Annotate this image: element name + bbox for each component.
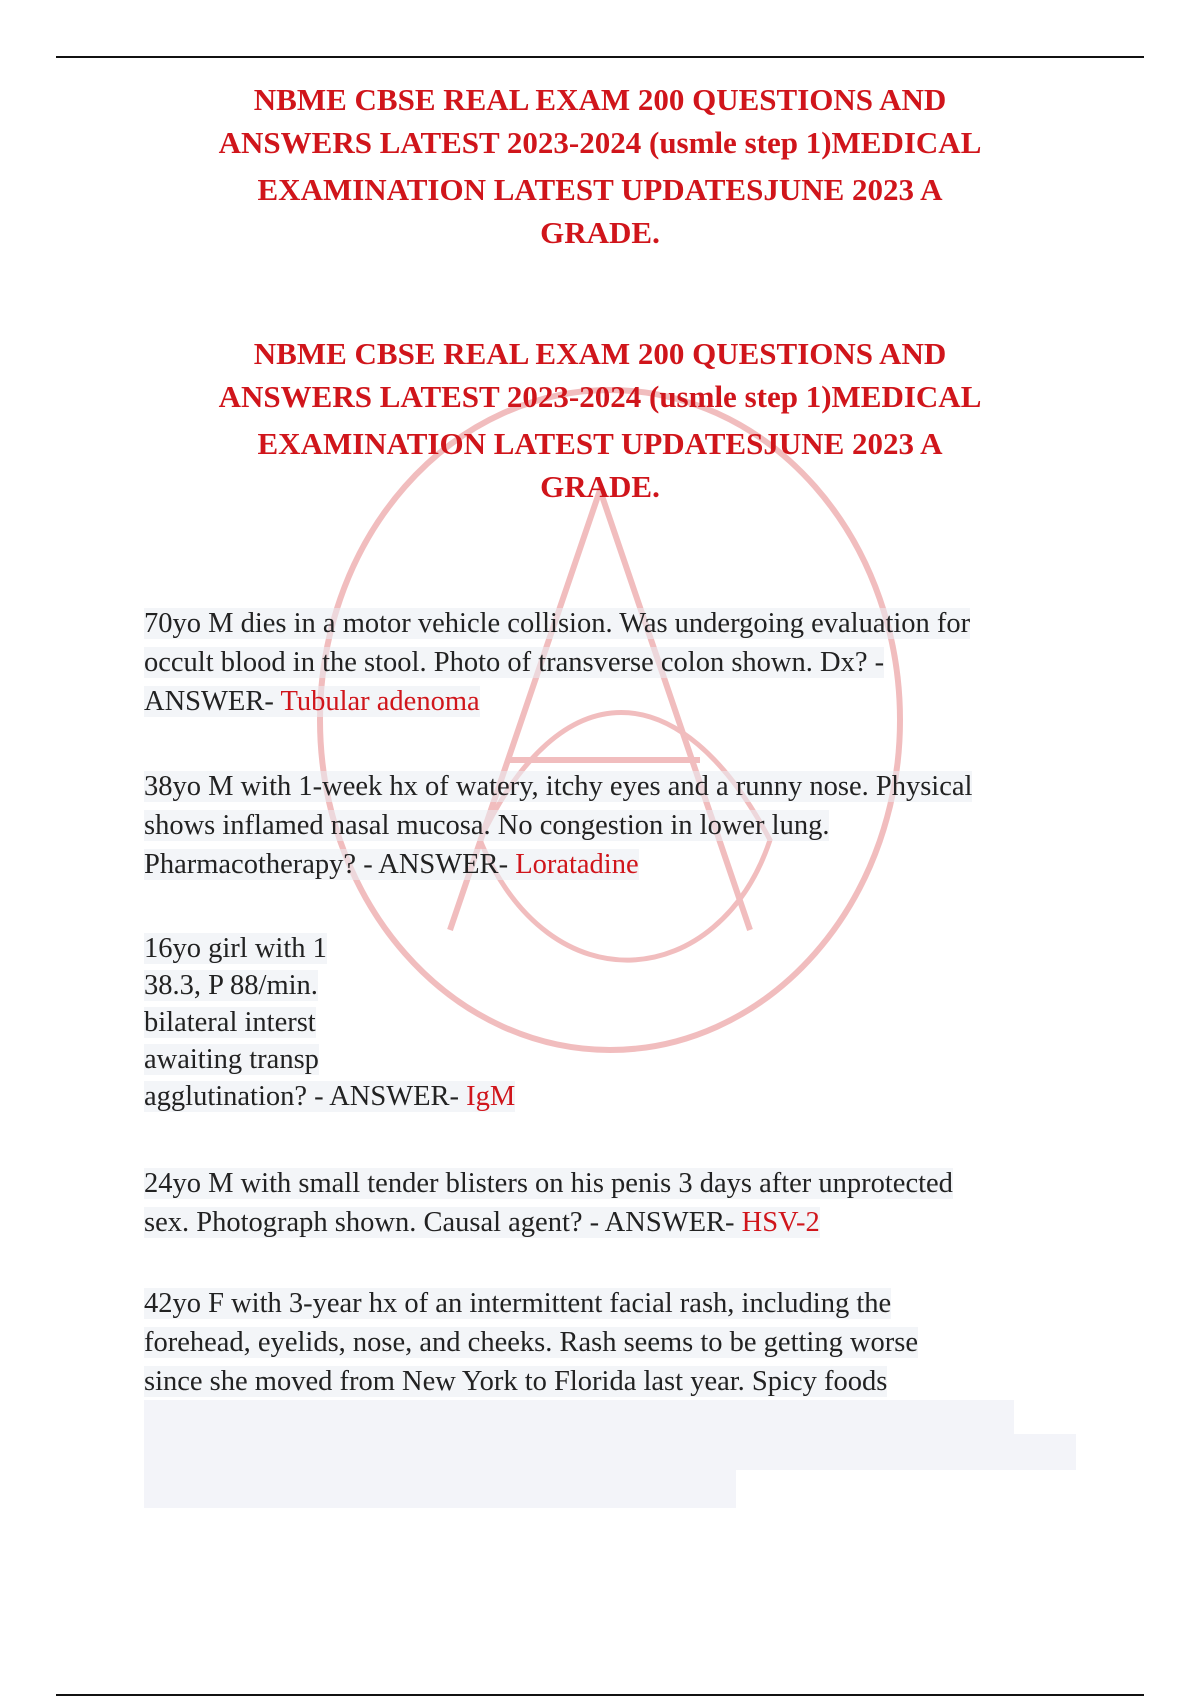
question-text: 38yo M with 1-week hx of watery, itchy eyes and a runny nose. Physical bbox=[144, 771, 973, 802]
question-block-5 bbox=[144, 1284, 1084, 1401]
blurred-text-block bbox=[144, 1400, 1014, 1434]
answer-prefix: sex. Photograph shown. Causal agent? - ANSWER- bbox=[144, 1207, 742, 1238]
question-text: forehead, eyelids, nose, and cheeks. Rash seems to be getting worse bbox=[144, 1327, 919, 1358]
title-line: EXAMINATION LATEST UPDATESJUNE 2023 A bbox=[257, 426, 943, 461]
title-line: GRADE. bbox=[540, 469, 660, 504]
answer-text: Tubular adenoma bbox=[280, 686, 480, 717]
answer-prefix: Pharmacotherapy? - ANSWER- bbox=[144, 849, 516, 880]
document-title-repeat bbox=[150, 332, 1050, 508]
blurred-text-block bbox=[144, 1470, 736, 1508]
answer-prefix: agglutination? - ANSWER- bbox=[144, 1081, 467, 1112]
question-text: 70yo M dies in a motor vehicle collision. Was undergoing evaluation for bbox=[144, 608, 971, 639]
title-line: GRADE. bbox=[540, 215, 660, 250]
question-block-4 bbox=[144, 1164, 1084, 1242]
title-line: EXAMINATION LATEST UPDATESJUNE 2023 A bbox=[257, 172, 943, 207]
question-text: awaiting transp bbox=[144, 1044, 319, 1075]
question-text: since she moved from New York to Florida last year. Spicy foods bbox=[144, 1366, 888, 1397]
answer-text: HSV-2 bbox=[741, 1207, 820, 1238]
question-text: 16yo girl with 1 bbox=[144, 933, 327, 964]
blurred-text-block bbox=[144, 1434, 1076, 1470]
title-line: NBME CBSE REAL EXAM 200 QUESTIONS AND bbox=[253, 336, 947, 371]
question-block-3 bbox=[144, 930, 1084, 1115]
title-line: ANSWERS LATEST 2023-2024 (usmle step 1)MEDICAL bbox=[218, 379, 982, 414]
title-line: NBME CBSE REAL EXAM 200 QUESTIONS AND bbox=[253, 82, 947, 117]
question-text: 38.3, P 88/min. bbox=[144, 970, 318, 1001]
bottom-rule bbox=[56, 1694, 1144, 1696]
question-text: shows inflamed nasal mucosa. No congestion in lower lung. bbox=[144, 810, 830, 841]
question-block-2 bbox=[144, 767, 1084, 884]
title-line: ANSWERS LATEST 2023-2024 (usmle step 1)MEDICAL bbox=[218, 125, 982, 160]
answer-prefix: ANSWER- bbox=[144, 686, 281, 717]
document-title bbox=[150, 78, 1050, 254]
question-block-1 bbox=[144, 604, 1084, 721]
question-text: bilateral interst bbox=[144, 1007, 316, 1038]
question-text: occult blood in the stool. Photo of transverse colon shown. Dx? - bbox=[144, 647, 885, 678]
answer-text: Loratadine bbox=[515, 849, 639, 880]
top-rule bbox=[56, 56, 1144, 58]
question-text: 42yo F with 3-year hx of an intermittent facial rash, including the bbox=[144, 1288, 892, 1319]
question-text: 24yo M with small tender blisters on his penis 3 days after unprotected bbox=[144, 1168, 953, 1199]
answer-text: IgM bbox=[466, 1081, 516, 1112]
